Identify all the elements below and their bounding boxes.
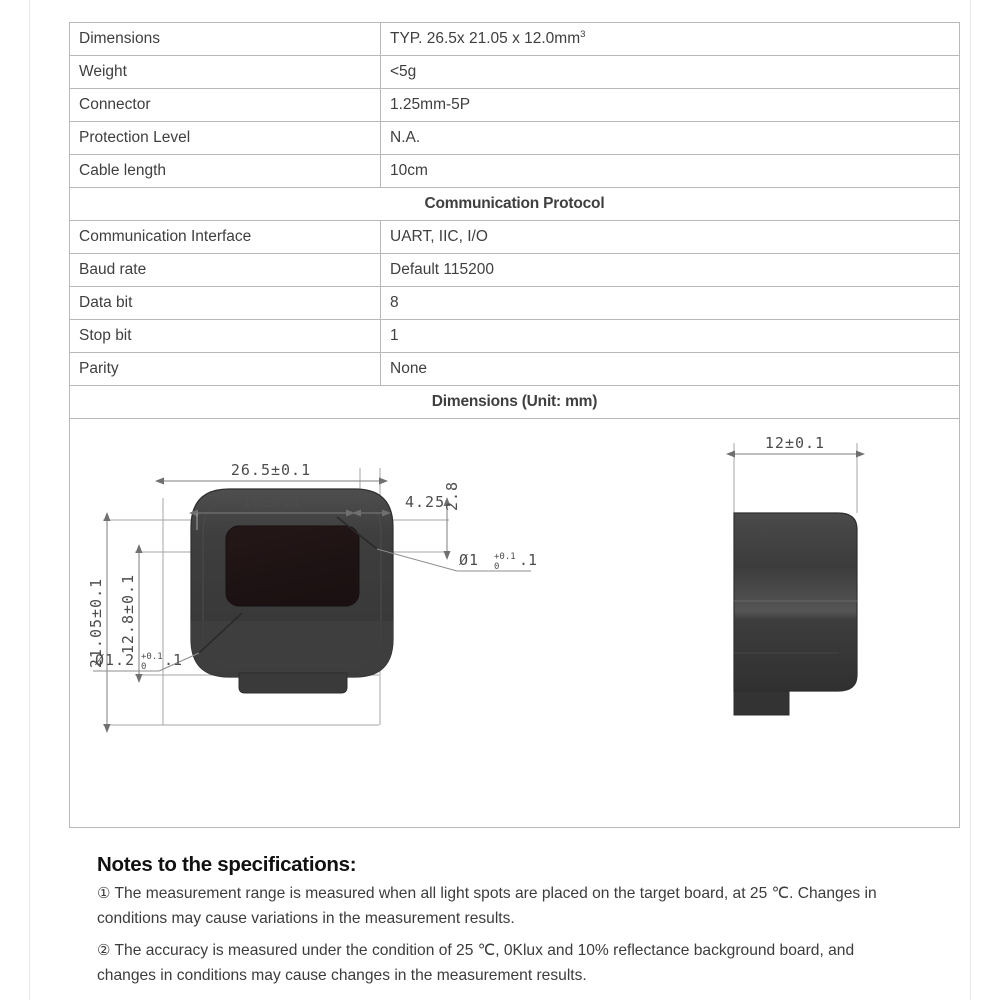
table-row	[70, 353, 960, 386]
table-row	[70, 89, 960, 122]
row-value-protection-level: N.A.	[381, 122, 960, 155]
svg-text:.1: .1	[164, 651, 183, 669]
note-text-1: The measurement range is measured when all light spots are placed on the target board, at 25 ℃. Changes in conditions may cause variations in the measurement results.	[97, 885, 877, 928]
row-label-connector: Connector	[70, 89, 381, 122]
note-marker-1: ①	[97, 885, 111, 902]
row-label-data-bit: Data bit	[70, 287, 381, 320]
dim-label-hole-top-tol-upper: +0.1	[494, 552, 516, 562]
dimensions-value: TYP. 26.5x 21.05 x 12.0mm	[390, 30, 581, 48]
table-row	[70, 254, 960, 287]
table-row	[70, 23, 960, 56]
row-label-parity: Parity	[70, 353, 381, 386]
spec-sheet	[69, 22, 923, 828]
table-row	[70, 221, 960, 254]
row-label-weight: Weight	[70, 56, 381, 89]
table-row	[70, 122, 960, 155]
table-row-drawing	[70, 419, 960, 828]
dim-label-right-offset: 4.25	[405, 493, 446, 511]
row-label-cable-length: Cable length	[70, 155, 381, 188]
row-value-stop-bit: 1	[381, 320, 960, 353]
dim-label-hole-top-tol-lower: 0	[494, 562, 500, 572]
side-connector-tab	[734, 691, 789, 715]
dim-label-hole-bottom-tol-lower: 0	[141, 662, 147, 672]
row-label-communication-interface: Communication Interface	[70, 221, 381, 254]
dim-label-hole-bottom: Ø1.2	[95, 651, 136, 669]
row-label-stop-bit: Stop bit	[70, 320, 381, 353]
row-value-weight: <5g	[381, 56, 960, 89]
lens-window	[226, 526, 359, 606]
row-label-protection-level: Protection Level	[70, 122, 381, 155]
dimension-drawing-cell	[70, 419, 960, 828]
row-value-dimensions	[381, 23, 960, 56]
svg-text:.1: .1	[519, 551, 538, 569]
table-row-section-communication	[70, 188, 960, 221]
notes-title: Notes to the specifications:	[97, 853, 357, 876]
section-header-communication-protocol: Communication Protocol	[70, 188, 960, 221]
note-item	[97, 938, 917, 989]
row-value-connector: 1.25mm-5P	[381, 89, 960, 122]
device-front-view	[191, 489, 393, 693]
note-marker-2: ②	[97, 941, 111, 959]
dim-label-inner-height: 12.8±0.1	[119, 573, 137, 655]
note-item	[97, 881, 917, 932]
row-label-dimensions: Dimensions	[70, 23, 381, 56]
row-label-baud-rate: Baud rate	[70, 254, 381, 287]
row-value-communication-interface: UART, IIC, I/O	[381, 221, 960, 254]
notes-section	[97, 853, 917, 994]
table-row	[70, 155, 960, 188]
dimension-drawing	[79, 425, 931, 820]
row-value-cable-length: 10cm	[381, 155, 960, 188]
specifications-table	[69, 22, 960, 828]
dim-label-hole-bottom-tol-upper: +0.1	[141, 652, 163, 662]
section-header-dimensions: Dimensions (Unit: mm)	[70, 386, 960, 419]
dimensions-superscript: 3	[580, 29, 586, 41]
note-text-2: The accuracy is measured under the condition of 25 ℃, 0Klux and 10% reflectance background board, and changes in conditions may cause changes in the measurement results.	[97, 941, 855, 984]
dim-label-overall-width: 26.5±0.1	[230, 461, 312, 479]
table-row	[70, 320, 960, 353]
row-value-baud-rate: Default 115200	[381, 254, 960, 287]
page-border-right	[970, 0, 971, 1000]
dim-label-inner-width: 18±0.1	[241, 493, 303, 511]
connector-tab	[239, 673, 347, 693]
dim-label-small-vertical: 2.8	[443, 480, 461, 511]
table-row-section-dimensions	[70, 386, 960, 419]
dim-small-vertical	[443, 481, 461, 552]
dim-label-hole-top: Ø1	[459, 551, 480, 569]
page-border-left	[29, 0, 30, 1000]
dim-label-overall-height: 21.05±0.1	[87, 577, 105, 669]
dim-overall-height	[87, 520, 107, 725]
table-row	[70, 56, 960, 89]
dim-label-side-thickness: 12±0.1	[764, 434, 826, 452]
device-side-view	[734, 434, 857, 715]
table-row	[70, 287, 960, 320]
row-value-parity: None	[381, 353, 960, 386]
dim-overall-width	[163, 461, 380, 481]
row-value-data-bit: 8	[381, 287, 960, 320]
